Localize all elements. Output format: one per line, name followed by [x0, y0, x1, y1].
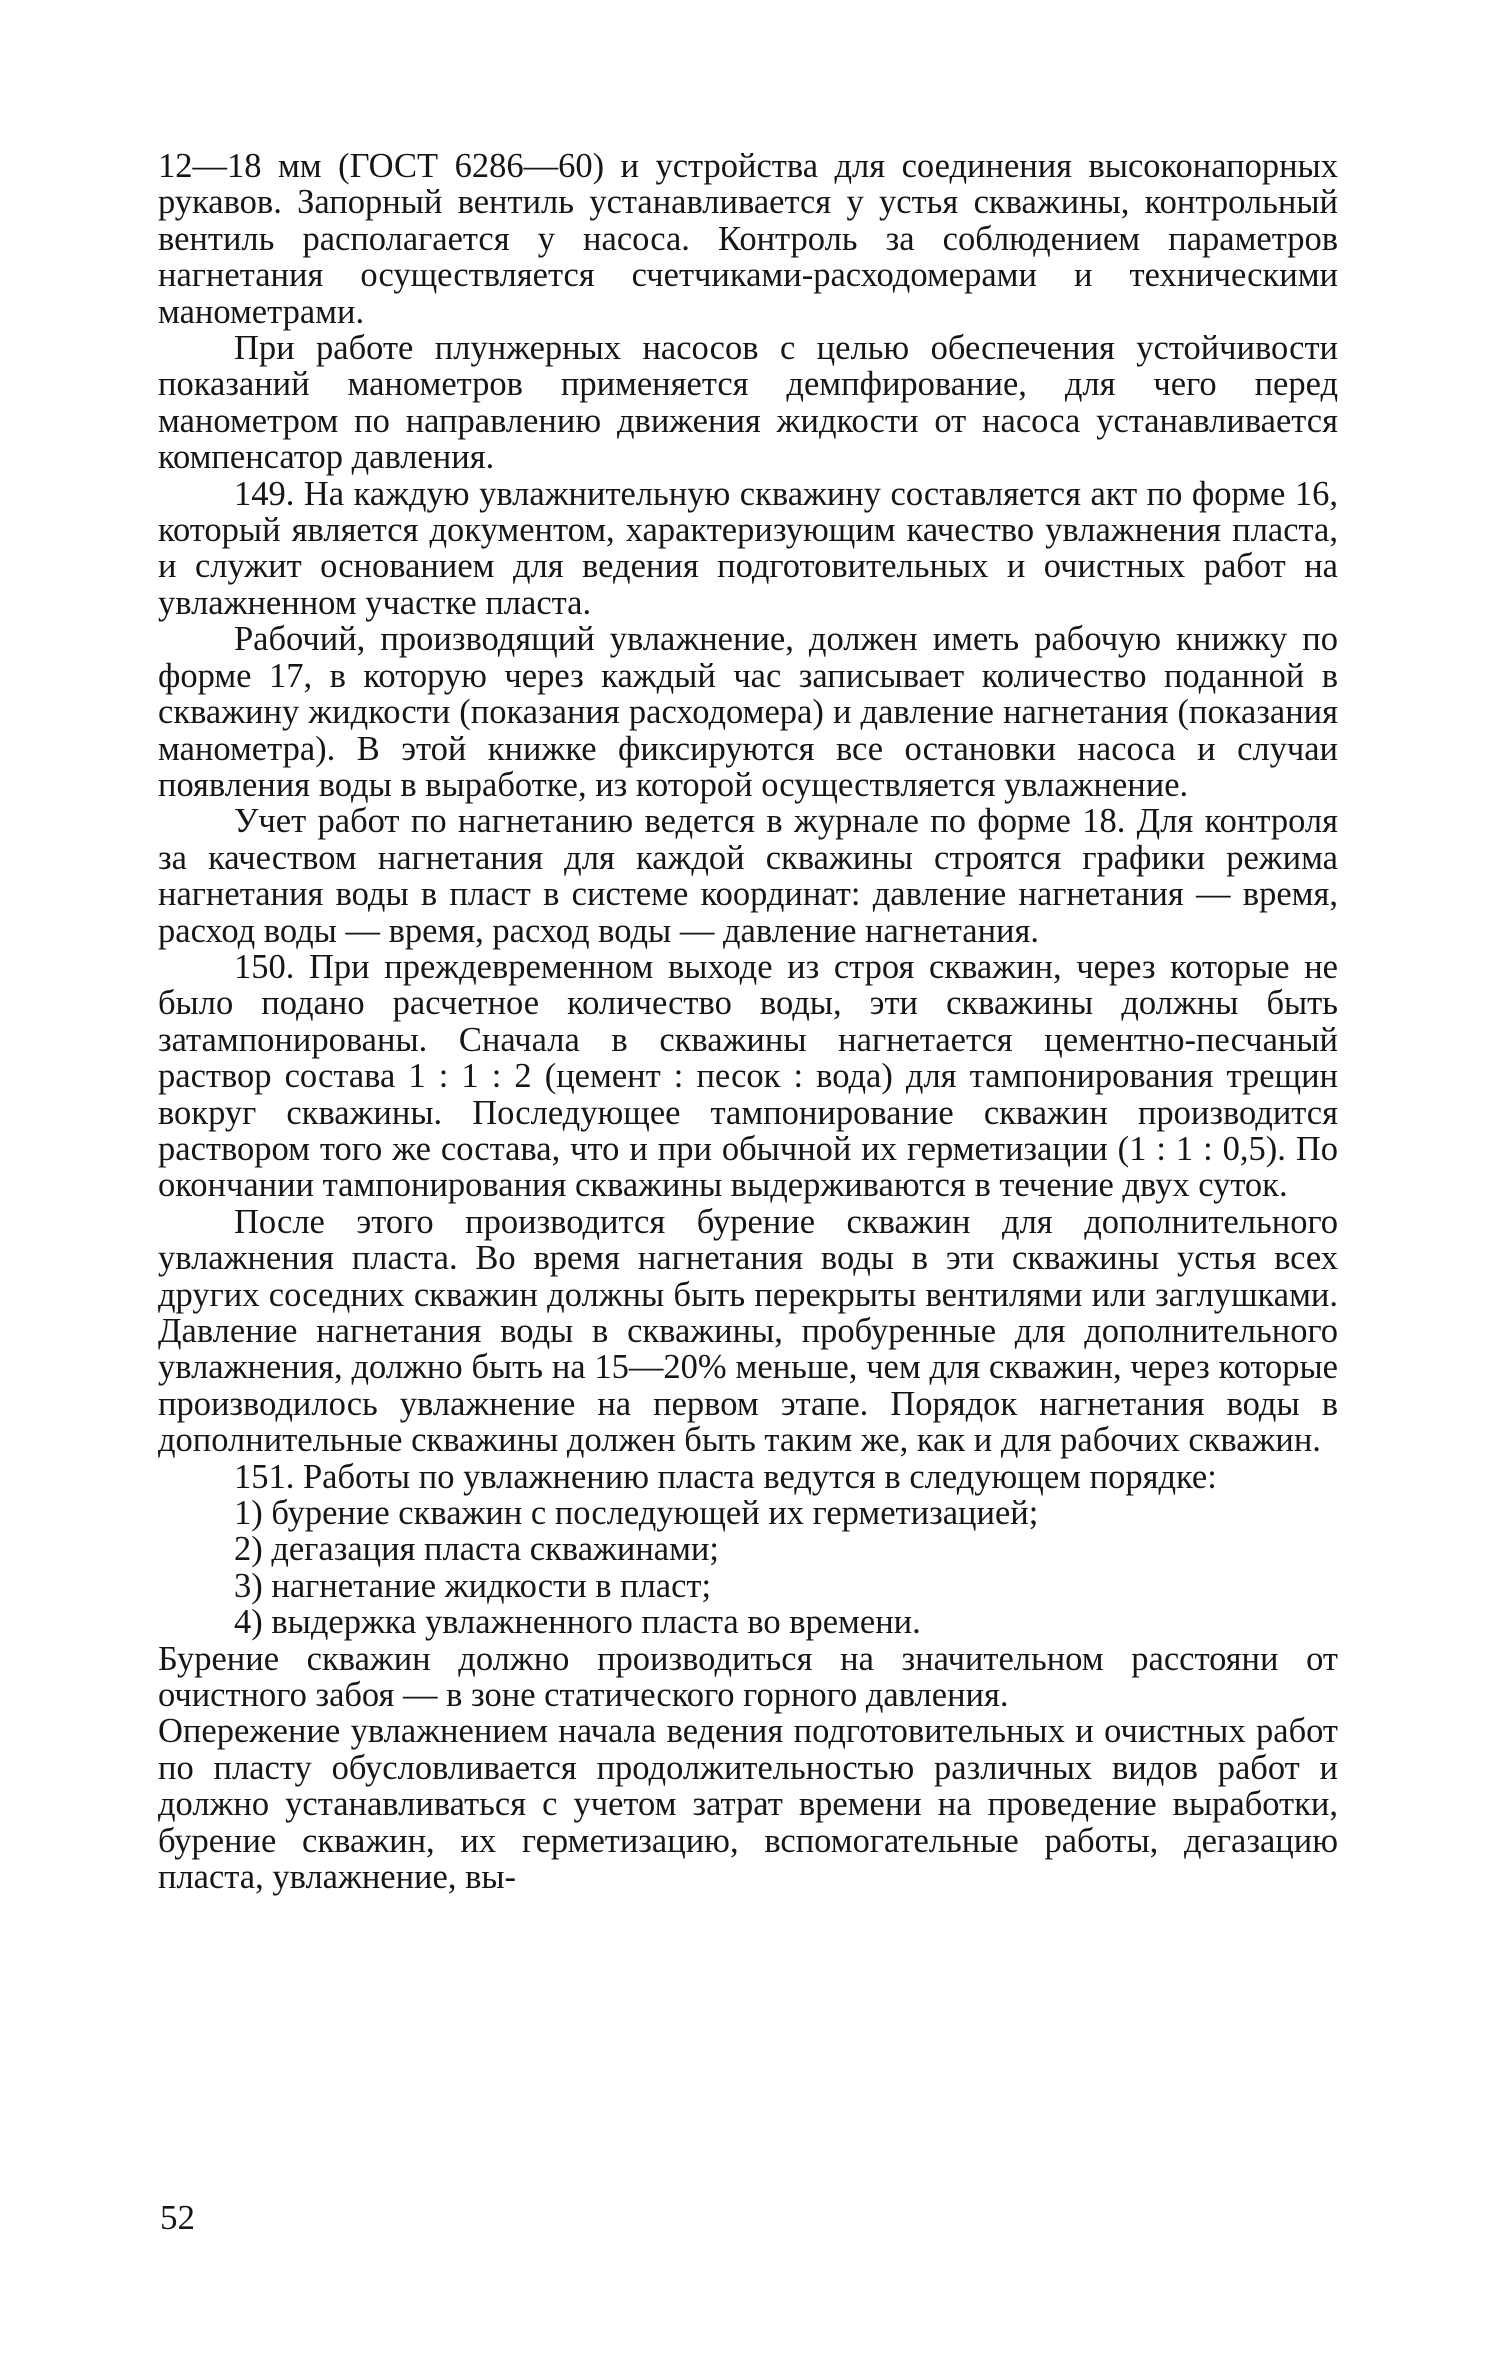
page-number: 52 [160, 2198, 195, 2237]
paragraph-drilling-distance: Бурение скважин должно производиться на значительном расстояни от очистного забоя — в зоне статического горного давления. [158, 1639, 1338, 1715]
paragraph-injection-accounting: Учет работ по нагнетанию ведется в журнале по форме 18. Для контроля за качеством нагнетания для каждой скважины строятся графики режима нагнетания воды в пласт в системе координат: давление нагнетания — время, расход воды — время, расход воды — давление нагнетания. [158, 802, 1338, 950]
list-item: 3) нагнетание жидкости в пласт; [234, 1566, 712, 1605]
paragraph-149: 149. На каждую увлажнительную скважину составляется акт по форме 16, который является документом, характеризующим качество увлажнения пласта, и служит основанием для ведения подготовительных и очистных работ на увлажненном участке пласта. [158, 474, 1338, 622]
list-item: 2) дегазация пласта скважинами; [234, 1530, 719, 1569]
page-body [158, 148, 1338, 1896]
list-item: 4) выдержка увлажненного пласта во времени. [234, 1603, 921, 1642]
paragraph-additional-drilling: После этого производится бурение скважин для дополнительного увлажнения пласта. Во время нагнетания воды в эти скважины устья всех других соседних скважин должны быть перекрыты вентилями или заглушками. Давление нагнетания воды в скважины, пробуренные для дополнительного увлажнения, должно быть на 15—20% меньше, чем для скважин, через которые производилось увлажнение на первом этапе. Порядок нагнетания воды в дополнительные скважины должен быть таким же, как и для рабочих скважин. [158, 1202, 1338, 1460]
paragraph-150: 150. При преждевременном выходе из строя скважин, через которые не было подано расчетное количество воды, эти скважины должны быть затампонированы. Сначала в скважины нагнетается цементно-песчаный раствор состава 1 : 1 : 2 (цемент : песок : вода) для тампонирования трещин вокруг скважины. Последующее тампонирование скважин производится раствором того же состава, что и при обычной их герметизации (1 : 1 : 0,5). По окончании тампонирования скважины выдерживаются в течение двух суток. [158, 947, 1338, 1205]
paragraph-pump-damping: При работе плунжерных насосов с целью обеспечения устойчивости показаний манометров применяется демпфирование, для чего перед манометром по направлению движения жидкости от насоса устанавливается компенсатор давления. [158, 329, 1338, 477]
paragraph-151: 151. Работы по увлажнению пласта ведутся в следующем порядке: [234, 1457, 1217, 1496]
paragraph-continuation: 12—18 мм (ГОСТ 6286—60) и устройства для соединения высоконапорных рукавов. Запорный вентиль устанавливается у устья скважины, контрольный вентиль располагается у насоса. Контроль за соблюдением параметров нагнетания осуществляется счетчиками-расходомерами и техническими манометрами. [158, 147, 1338, 331]
work-order-list [158, 1495, 1338, 1641]
paragraph-worker-log: Рабочий, производящий увлажнение, должен иметь рабочую книжку по форме 17, в которую через каждый час записывает количество поданной в скважину жидкости (показания расходомера) и давление нагнетания (показания манометра). В этой книжке фиксируются все остановки насоса и случаи появления воды в выработке, из которой осуществляется увлажнение. [158, 620, 1338, 804]
paragraph-advance-wetting: Опережение увлажнением начала ведения подготовительных и очистных работ по пласту обусловливается продолжительностью различных видов работ и должно устанавливаться с учетом затрат времени на проведение выработки, бурение скважин, их герметизацию, вспомогательные работы, дегазацию пласта, увлажнение, вы- [158, 1712, 1338, 1897]
list-item: 1) бурение скважин с последующей их герметизацией; [234, 1494, 1039, 1533]
